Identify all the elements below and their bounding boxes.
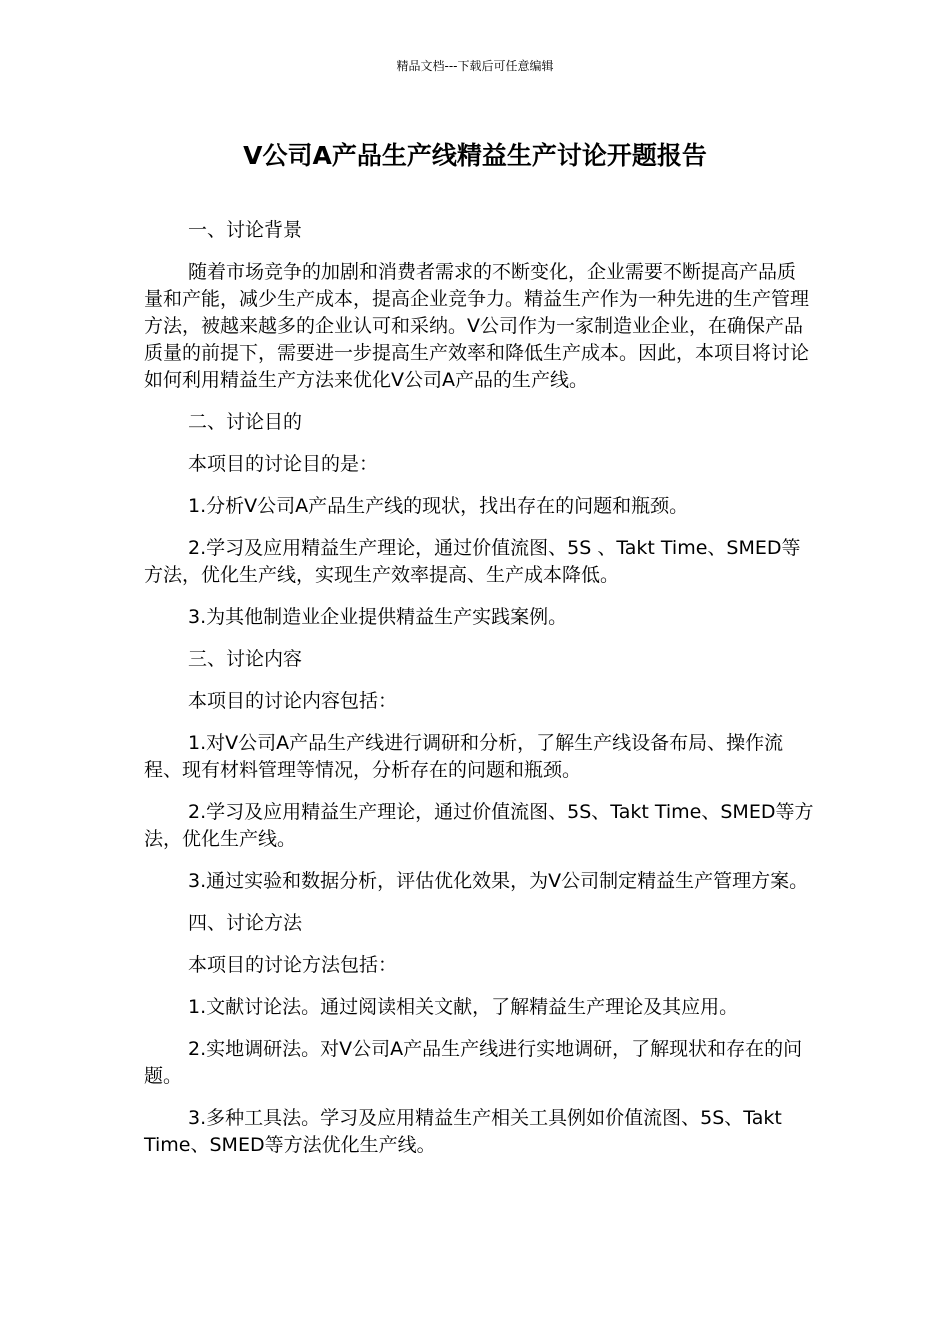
purpose-item: 1.分析V公司A产品生产线的现状，找出存在的问题和瓶颈。: [188, 495, 689, 517]
content-intro: 本项目的讨论内容包括：: [188, 690, 398, 712]
purpose-item: 2.学习及应用精益生产理论，通过价值流图、5S 、Takt Time、SMED等方法，优化生产线，实现生产效率提高、生产成本降低。: [144, 537, 801, 586]
document-body: [144, 217, 814, 1174]
section-heading-background: 一、讨论背景: [188, 219, 303, 241]
section-heading-purpose: 二、讨论目的: [188, 411, 303, 433]
background-paragraph: 随着市场竞争的加剧和消费者需求的不断变化，企业需要不断提高产品质量和产能，减少生产成本，提高企业竞争力。精益生产作为一种先进的生产管理方法，被越来越多的企业认可和采纳。V公司作为一家制造业企业，在确保产品质量的前提下，需要进一步提高生产效率和降低生产成本。因此，本项目将讨论如何利用精益生产方法来优化V公司A产品的生产线。: [144, 261, 810, 391]
content-item: 1.对V公司A产品生产线进行调研和分析，了解生产线设备布局、操作流程、现有材料管理等情况，分析存在的问题和瓶颈。: [144, 732, 784, 781]
page-header-note: 精品文档---下载后可任意编辑: [396, 59, 554, 73]
purpose-item: 3.为其他制造业企业提供精益生产实践案例。: [188, 606, 568, 628]
content-item: 2.学习及应用精益生产理论，通过价值流图、5S、Takt Time、SMED等方法，优化生产线。: [144, 801, 814, 850]
content-item: 3.通过实验和数据分析，评估优化效果，为V公司制定精益生产管理方案。: [188, 870, 809, 892]
method-item: 2.实地调研法。对V公司A产品生产线进行实地调研，了解现状和存在的问题。: [144, 1038, 803, 1087]
method-intro: 本项目的讨论方法包括：: [188, 954, 398, 976]
section-heading-content: 三、讨论内容: [188, 648, 303, 670]
purpose-intro: 本项目的讨论目的是：: [188, 453, 379, 475]
document-title: V公司A产品生产线精益生产讨论开题报告: [243, 141, 707, 170]
section-heading-method: 四、讨论方法: [188, 912, 303, 934]
method-item: 1.文献讨论法。通过阅读相关文献，了解精益生产理论及其应用。: [188, 996, 739, 1018]
method-item: 3.多种工具法。学习及应用精益生产相关工具例如价值流图、5S、Takt Time、SMED等方法优化生产线。: [144, 1107, 782, 1156]
